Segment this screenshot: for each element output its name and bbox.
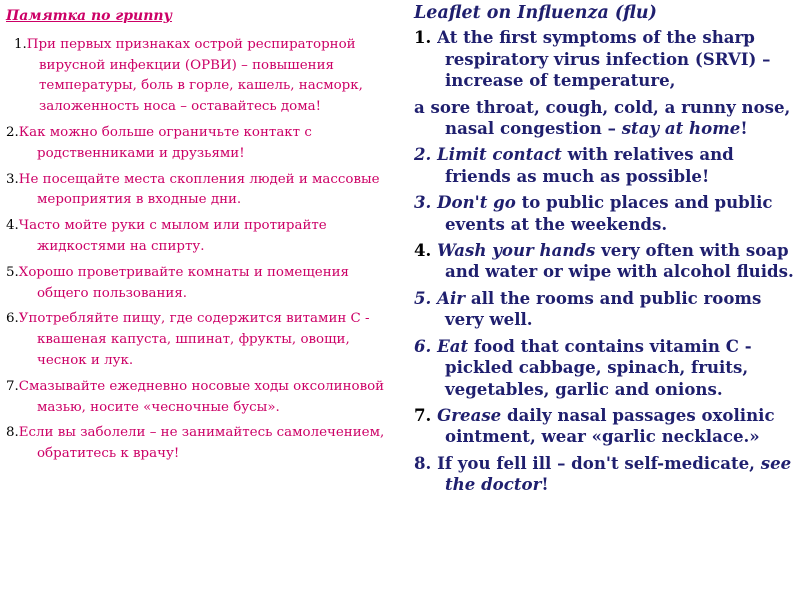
item-text: Как можно больше ограничьте контакт с родственниками и друзьями! — [18, 124, 312, 161]
item-text: If you fell ill – don't self-medicate, — [437, 452, 755, 473]
russian-item-3 — [6, 170, 390, 212]
item-text: very often with soap and water or wipe with alcohol fluids. — [445, 240, 794, 282]
item-text: all the rooms and public rooms very well. — [445, 287, 762, 330]
item-text: Употребляйте пищу, где содержится витамин С - квашеная капуста, шпинат, фрукты, овощи, чеснок и лук. — [18, 311, 370, 368]
english-item-1-continued — [414, 97, 796, 140]
english-item-2 — [414, 144, 796, 187]
item-number: 1. — [414, 27, 432, 48]
item-text: At the first symptoms of the sharp respiratory virus infection (SRVI) – increase of temperature, — [437, 27, 771, 91]
item-text: with relatives and friends as much as possible! — [445, 144, 734, 186]
item-number: 2. — [6, 124, 19, 140]
russian-item-6 — [6, 309, 390, 371]
russian-column — [6, 0, 390, 470]
item-number: 7. — [6, 378, 19, 394]
english-item-3 — [414, 192, 796, 235]
item-number: 5. — [6, 264, 19, 280]
item-number: 6. — [6, 311, 19, 327]
item-emphasis: see the doctor — [445, 452, 792, 495]
item-emphasis: Grease — [437, 404, 502, 425]
english-item-5 — [414, 288, 796, 331]
russian-item-1 — [6, 35, 390, 118]
item-number: 8. — [414, 452, 432, 473]
english-column — [414, 0, 796, 501]
item-text: При первых признаках острой респираторной вирусной инфекции (ОРВИ) – повышения температуры, боль в горле, кашель, насморк, заложенность носа – оставайтесь дома! — [26, 36, 363, 115]
russian-item-7 — [6, 377, 390, 419]
item-number: 4. — [6, 218, 19, 234]
item-number: 3. — [6, 171, 19, 187]
item-text: a sore throat, cough, cold, a runny nose, nasal congestion – — [414, 96, 791, 139]
item-emphasis: Air — [437, 287, 466, 308]
item-text: Не посещайте места скопления людей и массовые мероприятия в входные дни. — [18, 171, 380, 208]
item-text: to public places and public events at the weekends. — [445, 192, 773, 234]
item-number: 3. — [414, 192, 432, 213]
item-text: Часто мойте руки с мылом или протирайте жидкостями на спирту. — [18, 218, 327, 254]
item-emphasis: stay at home — [621, 118, 741, 139]
item-emphasis: Wash your hands — [437, 240, 596, 261]
item-text: Если вы заболели – не занимайтесь самолечением, обратитесь к врачу! — [18, 425, 385, 462]
english-item-6 — [414, 336, 796, 400]
english-item-8 — [414, 453, 796, 496]
item-number: 6. — [414, 335, 432, 356]
item-text: Смазывайте ежедневно носовые ходы оксолиновой мазью, носите «чесночные бусы». — [18, 378, 385, 415]
item-end: ! — [541, 474, 549, 495]
item-number: 4. — [414, 240, 432, 261]
item-end: ! — [740, 118, 748, 139]
item-number: 2. — [414, 144, 432, 165]
russian-item-4 — [6, 216, 390, 258]
item-number: 7. — [414, 404, 432, 425]
russian-title: Памятка по гриппу — [6, 8, 172, 24]
item-emphasis: Don't go — [437, 192, 516, 213]
item-emphasis: Limit contact — [437, 144, 562, 165]
item-number: 1. — [14, 36, 27, 52]
english-item-4 — [414, 240, 796, 283]
russian-item-8 — [6, 423, 390, 465]
item-emphasis: Eat — [437, 335, 469, 356]
english-title: Leaflet on Influenza (flu) — [414, 3, 657, 23]
item-text: food that contains vitamin C - pickled cabbage, spinach, fruits, vegetables, garlic and onions. — [445, 335, 752, 399]
item-text: Хорошо проветривайте комнаты и помещения общего пользования. — [18, 264, 349, 301]
english-item-7 — [414, 405, 796, 448]
english-item-1 — [414, 27, 796, 91]
item-text: daily nasal passages oxolinic ointment, wear «garlic necklace.» — [445, 404, 775, 447]
russian-item-2 — [6, 123, 390, 165]
item-number: 8. — [6, 425, 19, 441]
item-number: 5. — [414, 287, 432, 308]
russian-item-5 — [6, 263, 390, 305]
